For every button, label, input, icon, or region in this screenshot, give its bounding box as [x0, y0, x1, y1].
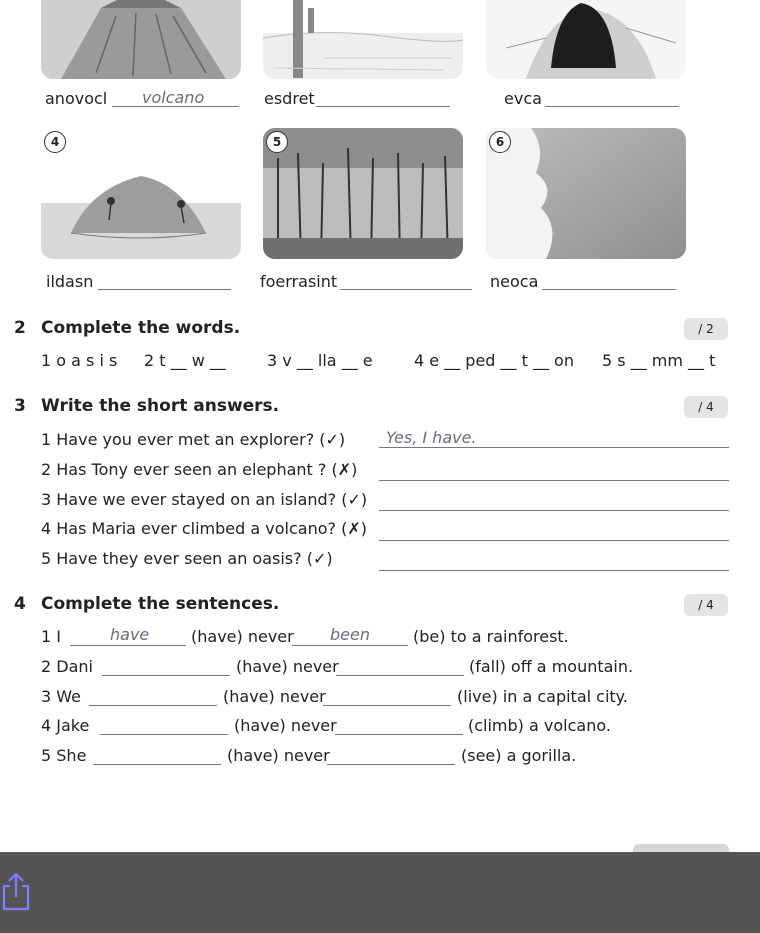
- scrambled-word-6: neoca: [490, 272, 539, 291]
- sentence-3-end: (live) in a capital city.: [457, 687, 628, 706]
- short-answer-line-4[interactable]: [379, 540, 729, 541]
- bottom-toolbar: [0, 852, 760, 933]
- short-answer-line-5[interactable]: [379, 570, 729, 571]
- desert-picture: [263, 0, 463, 79]
- sentence-4-blank-1[interactable]: [100, 734, 228, 735]
- volcano-picture: [41, 0, 241, 79]
- sentence-2-mid: (have) never: [236, 657, 339, 676]
- scrambled-word-2: esdret: [264, 89, 315, 108]
- word-item-2[interactable]: 2 t __ w __: [144, 351, 226, 370]
- section-4-score: / 4: [684, 594, 728, 616]
- question-5: 5 Have they ever seen an oasis? (✓): [41, 549, 333, 568]
- sentence-1-mid: (have) never: [191, 627, 294, 646]
- scrambled-word-1: anovocl: [45, 89, 108, 108]
- scrambled-word-5: foerrasint: [260, 272, 338, 291]
- picture-number-5: 5: [266, 131, 288, 153]
- answer-line-2[interactable]: [316, 106, 450, 107]
- ocean-picture: [486, 128, 686, 259]
- short-answer-1: Yes, I have.: [386, 428, 477, 447]
- sentence-2-start: 2 Dani: [41, 657, 93, 676]
- grabber-bar: [633, 844, 729, 852]
- sentence-3-blank-2[interactable]: [323, 705, 451, 706]
- section-3-score: / 4: [684, 396, 728, 418]
- sentence-4-blank-2[interactable]: [335, 734, 463, 735]
- answer-1: volcano: [142, 88, 205, 107]
- sentence-1-end: (be) to a rainforest.: [413, 627, 569, 646]
- sentence-1-start: 1 I: [41, 627, 61, 646]
- island-picture: [41, 128, 241, 259]
- sentence-1-blank-2[interactable]: [292, 645, 408, 646]
- section-2-title: Complete the words.: [41, 318, 241, 338]
- section-4-title: Complete the sentences.: [41, 594, 280, 614]
- sentence-3-mid: (have) never: [223, 687, 326, 706]
- sentence-1-answer-2: been: [330, 625, 370, 644]
- question-2: 2 Has Tony ever seen an elephant ? (✗): [41, 460, 358, 479]
- share-icon: [0, 872, 32, 912]
- short-answer-line-2[interactable]: [379, 480, 729, 481]
- word-item-1[interactable]: 1 o a s i s: [41, 351, 118, 370]
- sentence-1-blank-1[interactable]: [70, 645, 186, 646]
- sentence-4-mid: (have) never: [234, 716, 337, 735]
- scrambled-word-4: ildasn: [46, 272, 94, 291]
- word-item-3[interactable]: 3 v __ lla __ e: [267, 351, 373, 370]
- answer-line-3[interactable]: [545, 106, 679, 107]
- short-answer-line-1[interactable]: [379, 447, 729, 448]
- scrambled-word-3: evca: [504, 89, 542, 108]
- sentence-5-blank-1[interactable]: [93, 764, 221, 765]
- answer-line-5[interactable]: [340, 289, 472, 290]
- sentence-1-answer-1: have: [110, 625, 150, 644]
- word-item-4[interactable]: 4 e __ ped __ t __ on: [414, 351, 574, 370]
- sentence-5-end: (see) a gorilla.: [461, 746, 577, 765]
- question-1: 1 Have you ever met an explorer? (✓): [41, 430, 346, 449]
- share-button[interactable]: [0, 872, 32, 912]
- short-answer-line-3[interactable]: [379, 510, 729, 511]
- sentence-3-blank-1[interactable]: [89, 705, 217, 706]
- section-3-number: 3: [14, 396, 26, 416]
- question-3: 3 Have we ever stayed on an island? (✓): [41, 490, 368, 509]
- section-3-title: Write the short answers.: [41, 396, 280, 416]
- picture-number-6: 6: [489, 131, 511, 153]
- section-2-score: / 2: [684, 318, 728, 340]
- sentence-5-mid: (have) never: [227, 746, 330, 765]
- answer-line-6[interactable]: [542, 289, 676, 290]
- sentence-5-blank-2[interactable]: [327, 764, 455, 765]
- sentence-4-start: 4 Jake: [41, 716, 90, 735]
- question-4: 4 Has Maria ever climbed a volcano? (✗): [41, 519, 367, 538]
- sentence-2-blank-2[interactable]: [336, 675, 464, 676]
- sentence-5-start: 5 She: [41, 746, 87, 765]
- sentence-4-end: (climb) a volcano.: [468, 716, 611, 735]
- answer-line-4[interactable]: [98, 289, 231, 290]
- cave-picture: [486, 0, 686, 79]
- section-4-number: 4: [14, 594, 26, 614]
- picture-number-4: 4: [44, 131, 66, 153]
- sentence-3-start: 3 We: [41, 687, 81, 706]
- sentence-2-blank-1[interactable]: [102, 675, 230, 676]
- word-item-5[interactable]: 5 s __ mm __ t: [602, 351, 716, 370]
- sentence-2-end: (fall) off a mountain.: [469, 657, 634, 676]
- rainforest-picture: [263, 128, 463, 259]
- section-2-number: 2: [14, 318, 26, 338]
